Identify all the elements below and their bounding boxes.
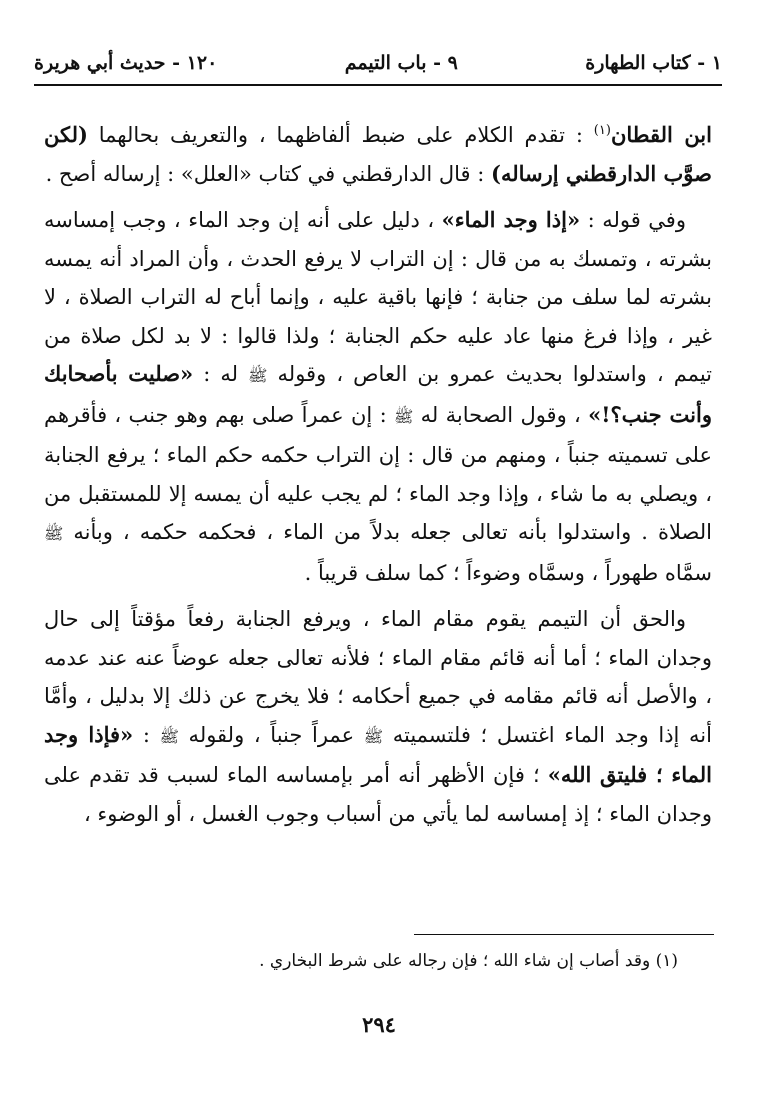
salla-glyph: ﷺ — [44, 524, 64, 543]
quoted-matn: (لكن صوَّب الدارقطني إرساله) — [44, 122, 712, 186]
footnote-marker: (١) — [593, 123, 611, 138]
paragraph-1: ابن القطان$^{(١)}$ : تقدم الكلام على ضبط ألفاظهما ، والتعريف بحالهما (لكن صوَّب الدارقطني إرساله) : قال الدارقطني في كتاب «العلل» : إرساله أصح . — [44, 122, 712, 186]
quoted-hadith: «صليت بأصحابك وأنت جنب؟!» — [44, 361, 712, 427]
salla-glyph: ﷺ — [248, 366, 268, 385]
main-text — [44, 116, 712, 833]
term-ibn-al-qattan: ابن القطان — [610, 122, 712, 147]
salla-glyph: ﷺ — [394, 406, 414, 426]
page-number: ٢٩٤ — [362, 1012, 396, 1037]
paragraph-3: والحق أن التيمم يقوم مقام الماء ، ويرفع الجنابة رفعاً مؤقتاً إلى حال وجدان الماء ؛ أما أنه قائم مقام الماء ؛ فلأنه تعالى جعله عوضاً عنه عند عدمه ، والأصل أنه قائم مقامه في جميع أحكامه ؛ فلا يخرج عن ذلك إلا بدليل ، وأمَّا أنه إذا وجد الماء اغتسل ؛ فلتسميته ﷺ عمراً جنباً ، ولقوله ﷺ : «فإذا وجد الماء ؛ فليتق الله» ؛ فإن الأظهر أنه أمر بإمساسه الماء لسبب قد تقدم على وجدان الماء ؛ إذ إمساسه لما يأتي من أسباب وجوب الغسل ، أو الوضوء ، — [44, 607, 712, 826]
header-divider — [34, 84, 722, 86]
running-header — [34, 48, 722, 78]
header-section: ٩ - باب التيمم — [344, 52, 458, 74]
salla-glyph: ﷺ — [363, 726, 384, 746]
footnote-divider — [414, 934, 714, 935]
header-chapter: ١ - كتاب الطهارة — [585, 52, 722, 74]
footnote: (١) وقد أصاب إن شاء الله ؛ فإن رجاله على شرط البخاري . — [259, 951, 678, 971]
quoted-hadith: «فإذا وجد الماء ؛ فليتق الله» — [44, 721, 712, 787]
salla-glyph: ﷺ — [159, 726, 179, 746]
quoted-matn: «إذا وجد الماء» — [441, 207, 581, 232]
header-hadith: ١٢٠ - حديث أبي هريرة — [34, 52, 218, 74]
paragraph-2: وفي قوله : «إذا وجد الماء» ، دليل على أنه إن وجد الماء ، وجب إمساسه بشرته ، وتمسك به من قال : إن التراب لا يرفع الحدث ، وأن المراد أنه يمسه بشرته لما سلف من جنابة ؛ فإنها باقية عليه ، وإنما أباح له التراب الصلاة ، لا غير ، وإذا فرغ منها عاد عليه حكم الجنابة ؛ ولذا قالوا : لا بد لكل صلاة من تيمم ، واستدلوا بحديث عمرو بن العاص ، وقوله ﷺ له : «صليت بأصحابك وأنت جنب؟!» ، وقول الصحابة له ﷺ : إن عمراً صلى بهم وهو جنب ، فأقرهم على تسميته جنباً ، ومنهم من قال : إن التراب حكمه حكم الماء ؛ يرفع الجنابة ، ويصلي به ما شاء ، وإذا وجد الماء ؛ لم يجب عليه أن يمسه إلا للمستقبل من الصلاة . واستدلوا بأنه تعالى جعله بدلاً من الماء ، فحكمه حكمه ، وبأنه ﷺ سمَّاه طهوراً ، وسمَّاه وضوءاً ؛ كما سلف قريباً . — [44, 207, 713, 585]
